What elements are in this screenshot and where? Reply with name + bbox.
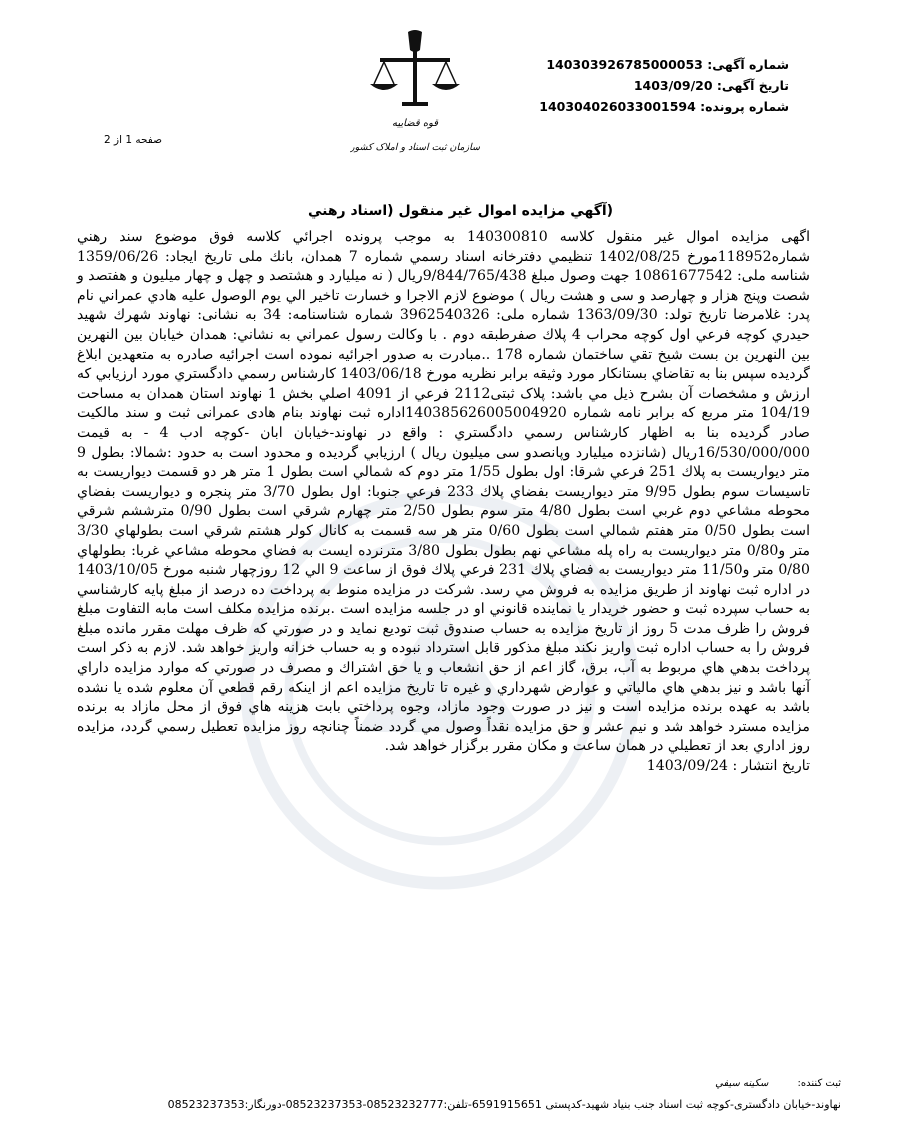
notice-paragraph: اگهی مزایده اموال غير منقول كلاسه 140300810 به موجب پرونده اجرائي كلاسه فوق موضوع سند رهني شماره118952مورخ 1402/08/25 تنظيمي دفترخانه اسناد رسمي شماره 7 همدان، بانك ملی تاریخ ایجاد: 1359/06/26 شناسه ملی: 10861677542 جهت وصول مبلغ 9/844/765/438ريال ( نه ميليارد و هشتصد و چهل و چهار ميليون و هفتصد و شصت وپنج هزار و چهارصد و سی و هشت ريال ) موضوع لازم الاجرا و خسارت تاخير الي يوم الوصول عليه هادي عمراني نام پدر: غلامرضا تاریخ تولد: 1363/09/30 شماره ملی: 3962540326 شماره شناسنامه: 34 به نشانی: نهاوند شهرك شهيد حيدري كوچه فرعي اول كوچه محراب 4 پلاك صفرطبقه دوم . با وكالت رسول عمراني به نشاني: همدان خيابان بين النهرين بين النهرين بن بست شيخ تقي ساختمان شماره 178 ..مبادرت به صدور اجرائيه نموده است اجرائيه صادره به متعهدين ابلاغ گرديده سپس بنا به تقاضاي بستانكار مورد وثيقه برابر نظريه مورخ 1403/06/18 كارشناس رسمي دادگستري مورد ارزيابي كه ارزش و مشخصات آن بشرح ذيل مي باشد: پلاک ثبتی2112 فرعي از 4091 اصلي بخش 1 نهاوند استان همدان به مساحت 104/19 متر مربع كه برابر نامه شماره 140385626005004920اداره ثبت نهاوند بنام هادی عمرانی ثبت و سند مالكيت صادر گرديده بنا به اظهار كارشناس رسمي دادگستري : واقع در نهاوند-خيابان ابان -كوچه ادب 4 - به قيمت 16/530/000/000ريال (شانزده ميليارد وپانصدو سی ميليون ريال ) ارزيابي گرديده و محدود است به حدود :شمالا: بطول 9 متر ديواريست به پلاك 251 فرعي شرقا: اول بطول 1/55 متر دوم كه شمالي است بطول 1 متر هر دو قسمت ديواريست به تاسيسات سوم بطول 9/95 متر ديواريست بفضاي پلاك 233 فرعي جنوبا: اول بطول 3/70 متر پنجره و ديواريست بفضاي محوطه مشاعي دوم غربي است بطول 4/80 متر سوم بطول 2/50 متر چهارم شرقي است بطول 0/90 مترششم شرقي است بطول 0/50 متر هفتم شمالي است بطول 0/60 متر هر سه قسمت به كانال كولر هشتم شرقي است بطولهاي 3/30 متر و0/80 متر ديواريست به راه پله مشاعي نهم بطول بطول 3/80 مترنرده ايست به فضاي محوطه مشاعي غربا: بطولهاي 0/80 متر و11/50 متر ديواريست به فضاي پلاك 231 فرعي پلاك فوق از ساعت 9 الي 12 روزچهار شنبه مورخ 1403/10/05 در اداره ثبت نهاوند از طريق مزايده به فروش مي رسد. شركت در مزايده منوط به پرداخت ده درصد از مبلغ پايه كارشناسي به حساب سپرده ثبت و حضور خريدار يا نماينده قانوني او در جلسه مزايده است .برنده مزايده مكلف است مابه التفاوت مبلغ فروش را ظرف مدت 5 روز از تاريخ مزايده به حساب صندوق ثبت توديع نمايد و در صورتي كه ظرف مهلت مقرر مانده مبلغ فروش را به حساب اداره ثبت واريز نكند مبلغ مذكور قابل استرداد نبوده و به حساب خزانه واريز خواهد شد. لازم به ذكر است پرداخت بدهي هاي مربوط به آب، برق، گاز اعم از حق انشعاب و يا حق اشتراك و مصرف در صورتي كه موارد مزايده داراي آنها باشد و نيز بدهي هاي مالياتي و عوارض شهرداري و غيره تا تاريخ مزايده اعم از اينكه رقم قطعي آن معلوم شده يا نشده باشد به عهده برنده مزايده است و نيز در صورت وجود مازاد، وجوه پرداختي بابت هزينه هاي فوق از محل مازاد به برنده مزايده مسترد خواهد شد و نيم عشر و حق مزايده نقداً وصول مي گردد ضمناً چنانچه روز مزايده تعطيل رسمي گردد، مزايده روز اداري بعد از تعطيلي در همان ساعت و مكان مقرر برگزار خواهد شد.	[77, 229, 811, 755]
notice-body	[77, 228, 810, 777]
case-number-label: شماره پرونده:	[700, 99, 789, 114]
logo-text-top: قوه قضاییه	[391, 118, 439, 129]
publish-label: تاريخ انتشار :	[732, 758, 810, 775]
registrar	[715, 1078, 841, 1089]
page-indicator: صفحه 1 از 2	[104, 134, 163, 146]
publish-date: 1403/09/24	[646, 758, 728, 775]
footer-contact: نهاوند-خیابان دادگستری-کوچه ثبت اسناد جنب بنیاد شهید-کدپستی 6591915651-تلفن:08523232777-08523237353-دورنگار:08523237353	[167, 1098, 841, 1111]
registrar-label: ثبت كننده:	[797, 1078, 841, 1089]
case-number: 140304026033001594	[539, 99, 696, 114]
ad-number-row	[539, 54, 789, 75]
logo-text-bottom: سازمان ثبت اسناد و املاک کشور	[350, 142, 480, 153]
ad-number: 140303926785000053	[546, 57, 703, 72]
publish-date-row	[77, 757, 810, 777]
ad-number-label: شماره آگهی:	[707, 57, 789, 72]
judiciary-logo	[350, 28, 480, 156]
ad-date: 1403/09/20	[633, 78, 713, 93]
ad-date-row	[539, 75, 789, 96]
page-title: (آگهي مزايده اموال غير منقول (اسناد رهني	[307, 203, 614, 219]
ad-date-label: تاریخ آگهی:	[716, 78, 789, 93]
case-number-row	[539, 96, 789, 117]
registrar-name: سكينه سيفي	[715, 1078, 769, 1089]
ad-metadata	[539, 54, 789, 117]
